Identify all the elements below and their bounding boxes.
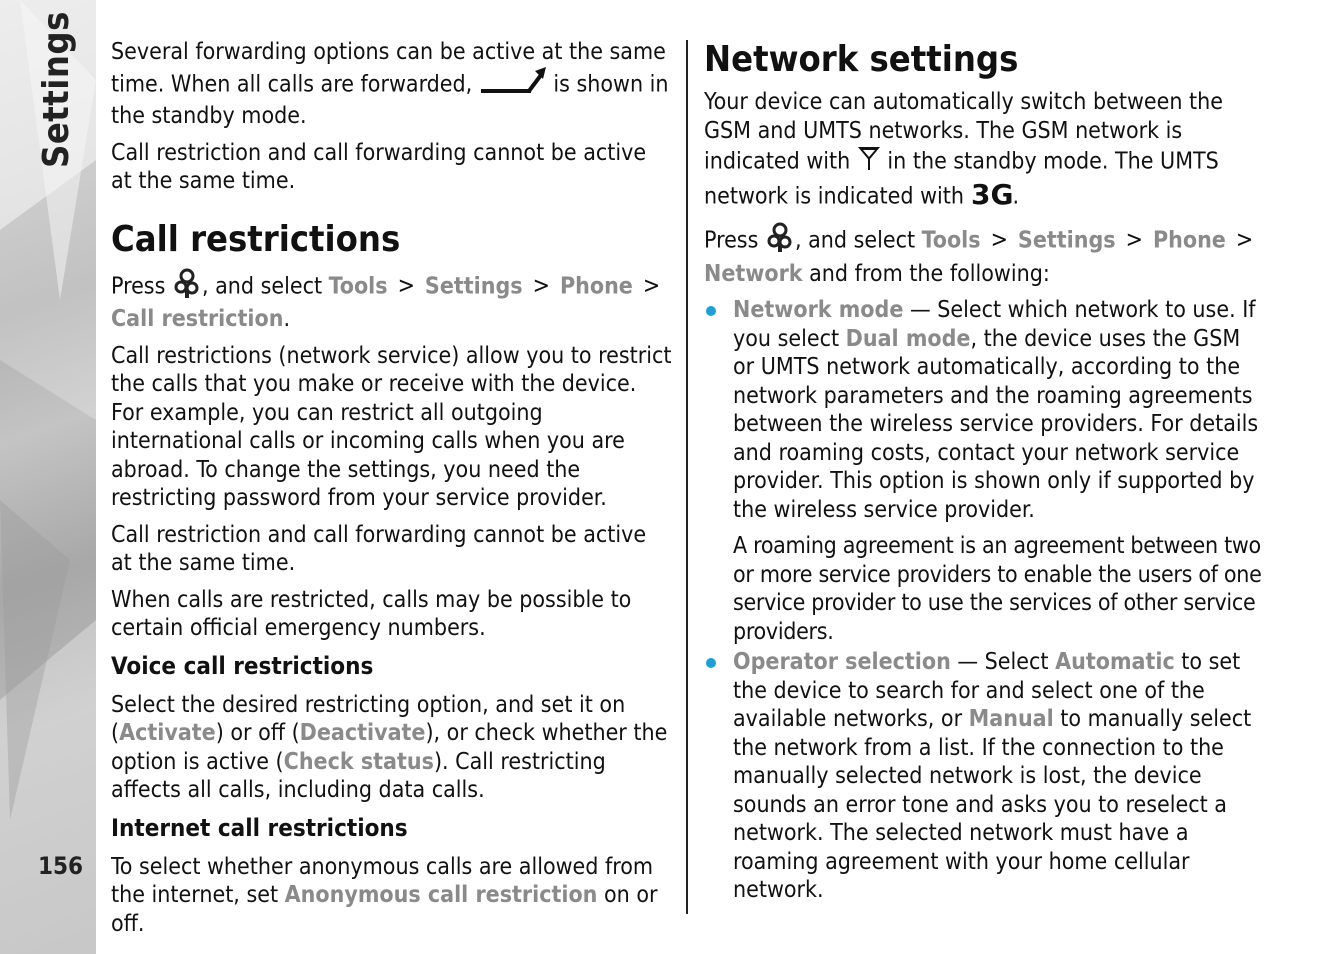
text: to manually select the network from a list. If the connection to the manually selected network is lost, the device sounds an error tone and asks you to reselect a network. The selected network must have a roaming agreement with your home cellular network. xyxy=(733,706,1252,903)
bullet-icon xyxy=(706,658,716,668)
sidebar xyxy=(0,0,96,954)
text: Several forwarding options can be active at the same time. When all calls are forwarded, xyxy=(111,39,666,97)
network-settings-heading: Network settings xyxy=(704,39,1019,80)
separator: > xyxy=(1125,227,1143,254)
separator: > xyxy=(990,227,1008,254)
separator: > xyxy=(397,272,415,299)
menu-phone: Phone xyxy=(1152,227,1226,254)
menu-settings: Settings xyxy=(1017,227,1116,254)
text: ). Call restricting affects all calls, including data calls. xyxy=(111,748,606,803)
section-title: Settings xyxy=(36,11,77,168)
option-network-mode: Network mode xyxy=(733,297,904,323)
call-restrictions-para-3: When calls are restricted, calls may be possible to certain official emergency numbers. xyxy=(111,586,632,641)
separator: > xyxy=(642,272,661,299)
option-automatic: Automatic xyxy=(1055,649,1175,675)
text: . xyxy=(283,306,291,332)
text: , and select xyxy=(201,272,323,299)
umts-3g-icon xyxy=(971,179,1013,215)
call-restrictions-para-1: Call restrictions (network service) allow you to restrict the calls that you make or receive with the device. For example, you can restrict all outgoing international calls or incoming calls when you are abroad. To change the settings, you need the restricting password from your service provider. xyxy=(111,342,672,511)
menu-key-icon xyxy=(765,222,795,260)
text: is shown in the standby mode. xyxy=(111,70,669,129)
option-activate: Activate xyxy=(119,720,216,746)
page-number: 156 xyxy=(38,852,84,880)
bullet-icon xyxy=(706,306,716,316)
internet-call-heading: Internet call restrictions xyxy=(111,813,408,842)
text: in the standby mode. The UMTS network is indicated with xyxy=(704,148,1219,209)
menu-tools: Tools xyxy=(328,272,388,299)
network-path xyxy=(704,222,1266,288)
forwarding-paragraph xyxy=(111,38,673,131)
column-divider xyxy=(686,40,688,914)
call-restrictions-path xyxy=(111,268,673,334)
call-restrictions-para-2: Call restriction and call forwarding cannot be active at the same time. xyxy=(111,521,647,576)
text: Your device can automatically switch between the GSM and UMTS networks. The GSM network is indicated with xyxy=(704,89,1223,175)
call-restrictions-heading: Call restrictions xyxy=(111,218,401,260)
option-operator-selection: Operator selection xyxy=(733,649,951,675)
list-item xyxy=(704,648,1266,905)
text: , the device uses the GSM or UMTS network automatically, according to the network parameters and the roaming agreements between the wireless service providers. For details and roaming costs, contact your network service provider. This option is shown only if supported by the wireless service provider. xyxy=(733,325,1259,523)
voice-call-heading: Voice call restrictions xyxy=(111,651,374,680)
text: . xyxy=(1012,182,1020,209)
text: , and select xyxy=(794,227,916,254)
internet-call-paragraph xyxy=(111,853,673,939)
separator: > xyxy=(532,272,550,299)
text: and from the following: xyxy=(802,260,1050,287)
text: Press xyxy=(111,272,166,299)
separator: > xyxy=(1235,227,1254,254)
intro-paragraph-2: Call restriction and call forwarding cannot be active at the same time. xyxy=(111,139,647,194)
text: to set the device to search for and select one of the available networks, or xyxy=(733,649,1241,732)
left-column xyxy=(111,38,673,946)
option-manual: Manual xyxy=(968,706,1054,732)
text: Press xyxy=(704,227,759,254)
text: on or off. xyxy=(111,882,658,937)
text: To select whether anonymous calls are allowed from the internet, set xyxy=(111,853,654,908)
menu-tools: Tools xyxy=(921,227,981,254)
option-check-status: Check status xyxy=(283,748,434,775)
option-deactivate: Deactivate xyxy=(299,720,426,746)
forward-icon xyxy=(479,67,547,103)
menu-network: Network xyxy=(704,260,803,287)
menu-key-icon xyxy=(172,268,202,306)
option-dual-mode: Dual mode xyxy=(845,325,971,352)
list-item xyxy=(704,296,1266,646)
text: ), or check whether the option is active ( xyxy=(111,720,668,775)
menu-call-restriction: Call restriction xyxy=(111,306,284,332)
menu-settings: Settings xyxy=(424,272,523,299)
gsm-antenna-icon xyxy=(857,145,881,179)
text: ) or off ( xyxy=(215,720,300,746)
voice-call-paragraph xyxy=(111,691,673,805)
menu-phone: Phone xyxy=(559,272,633,299)
network-intro xyxy=(704,88,1266,214)
text: — Select which network to use. If you select xyxy=(733,297,1256,352)
text: — Select xyxy=(950,649,1056,675)
text: Select the desired restricting option, and set it on ( xyxy=(111,691,626,746)
roaming-note: A roaming agreement is an agreement between two or more service providers to enable the users of one service provider to use the services of other service providers. xyxy=(733,533,1262,645)
svg-text:3G: 3G xyxy=(970,178,1013,207)
right-column xyxy=(704,38,1266,907)
network-options-list xyxy=(704,296,1266,905)
option-anonymous-call-restriction: Anonymous call restriction xyxy=(284,882,598,908)
